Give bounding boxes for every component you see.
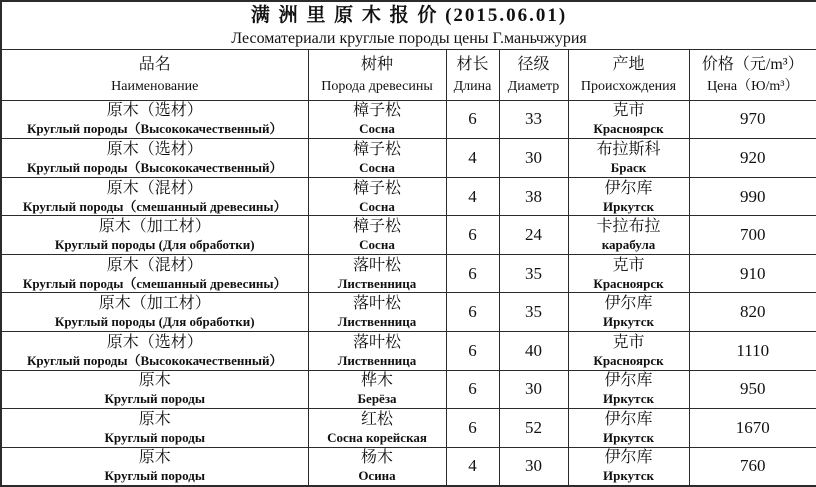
product-name-cell [1,100,308,139]
product-name-ru: Круглый породы [104,430,205,446]
species-cell [308,332,446,371]
product-name-ru: Круглый породы (Для обработки) [54,314,255,330]
table-row [1,332,816,371]
product-name-zh: 原木（选材） [106,333,203,351]
origin-cell [568,293,689,332]
species-zh: 落叶松 [352,256,401,274]
origin-ru: Иркутск [603,198,654,214]
origin-ru: Иркутск [603,468,654,484]
length-value: 6 [446,216,499,255]
column-header-price-zh: 价格（元/m³） [701,56,804,74]
column-header-origin-ru: Происхождения [580,79,677,95]
diameter-value: 30 [499,370,568,409]
product-name-zh: 原木（加工材） [98,218,211,236]
origin-zh: 伊尔库 [604,372,653,390]
species-zh: 落叶松 [352,333,401,351]
product-name-ru: Круглый породы（смешанный древесины） [22,198,287,214]
species-ru: Сосна корейская [327,430,427,446]
column-header-price [689,49,816,100]
species-ru: Сосна [359,237,395,253]
price-value: 1670 [689,409,816,448]
origin-zh: 克市 [612,102,645,120]
page-title: 满 洲 里 原 木 报 价 (2015.06.01) [250,4,568,26]
origin-ru: Красноярск [593,275,664,291]
origin-cell [568,254,689,293]
length-value: 6 [446,332,499,371]
diameter-value: 33 [499,100,568,139]
origin-zh: 伊尔库 [604,449,653,467]
species-cell [308,409,446,448]
length-value: 4 [446,139,499,178]
product-name-ru: Круглый породы [104,468,205,484]
product-name-zh: 原木 [138,411,171,429]
species-ru: Осина [358,468,396,484]
species-zh: 落叶松 [352,295,401,313]
origin-zh: 伊尔库 [604,295,653,313]
product-name-cell [1,370,308,409]
origin-zh: 伊尔库 [604,179,653,197]
column-header-origin-zh: 产地 [612,56,645,74]
product-name-zh: 原木 [138,372,171,390]
column-header-product-zh: 品名 [138,56,171,74]
product-name-zh: 原木 [138,449,171,467]
product-name-ru: Круглый породы（Высококачественный） [27,121,283,137]
price-value: 910 [689,254,816,293]
species-ru: Лиственница [337,275,417,291]
species-cell [308,293,446,332]
table-row [1,409,816,448]
species-cell [308,447,446,486]
origin-cell [568,100,689,139]
length-value: 6 [446,100,499,139]
species-zh: 樟子松 [352,102,401,120]
price-value: 1110 [689,332,816,371]
column-header-row [1,49,816,100]
product-name-cell [1,409,308,448]
product-name-cell [1,139,308,178]
species-zh: 桦木 [360,372,393,390]
product-name-cell [1,447,308,486]
origin-ru: Браск [610,159,647,175]
table-row [1,370,816,409]
price-value: 990 [689,177,816,216]
column-header-product-ru: Наименование [111,79,199,95]
table-row [1,216,816,255]
origin-cell [568,409,689,448]
table-row [1,139,816,178]
origin-ru: Красноярск [593,352,664,368]
column-header-species [308,49,446,100]
column-header-diameter [499,49,568,100]
species-ru: Лиственница [337,352,417,368]
origin-zh: 卡拉布拉 [596,218,661,236]
species-ru: Сосна [359,121,395,137]
column-header-product [1,49,308,100]
diameter-value: 38 [499,177,568,216]
origin-zh: 克市 [612,256,645,274]
length-value: 6 [446,370,499,409]
species-zh: 杨木 [360,449,393,467]
column-header-diameter-ru: Диаметр [507,79,560,95]
origin-cell [568,216,689,255]
origin-zh: 布拉斯科 [596,140,661,158]
product-name-zh: 原木（混材） [106,256,203,274]
origin-cell [568,139,689,178]
species-cell [308,100,446,139]
product-name-zh: 原木（加工材） [98,295,211,313]
origin-cell [568,370,689,409]
product-name-ru: Круглый породы（смешанный древесины） [22,275,287,291]
product-name-zh: 原木（选材） [106,102,203,120]
price-value: 760 [689,447,816,486]
species-ru: Берёза [357,391,397,407]
column-header-species-ru: Порода древесины [321,79,433,95]
origin-cell [568,177,689,216]
origin-cell [568,447,689,486]
price-value: 700 [689,216,816,255]
length-value: 6 [446,254,499,293]
origin-ru: Иркутск [603,314,654,330]
origin-ru: карабула [601,237,656,253]
diameter-value: 35 [499,254,568,293]
diameter-value: 35 [499,293,568,332]
species-zh: 樟子松 [352,218,401,236]
species-zh: 樟子松 [352,140,401,158]
table-row [1,447,816,486]
product-name-ru: Круглый породы [104,391,205,407]
length-value: 6 [446,409,499,448]
species-ru: Сосна [359,198,395,214]
column-header-length-zh: 材长 [456,56,489,74]
title-row [1,1,816,49]
length-value: 4 [446,447,499,486]
species-zh: 红松 [360,411,393,429]
species-ru: Сосна [359,159,395,175]
origin-ru: Иркутск [603,430,654,446]
title-cell [1,1,816,49]
table-row [1,254,816,293]
product-name-ru: Круглый породы (Для обработки) [54,237,255,253]
price-value: 820 [689,293,816,332]
product-name-ru: Круглый породы（Высококачественный） [27,352,283,368]
table-row [1,177,816,216]
species-cell [308,216,446,255]
price-value: 950 [689,370,816,409]
species-cell [308,139,446,178]
species-cell [308,177,446,216]
diameter-value: 30 [499,447,568,486]
product-name-ru: Круглый породы（Высококачественный） [27,159,283,175]
product-name-zh: 原木（选材） [106,140,203,158]
column-header-species-zh: 树种 [360,56,393,74]
product-name-cell [1,216,308,255]
page-subtitle: Лесоматериали круглые породы цены Г.маньчжурия [231,29,587,47]
price-value: 970 [689,100,816,139]
product-name-cell [1,332,308,371]
product-name-cell [1,293,308,332]
price-value: 920 [689,139,816,178]
length-value: 6 [446,293,499,332]
column-header-price-ru: Цена（Ю/m³） [707,79,799,95]
column-header-diameter-zh: 径级 [517,56,550,74]
length-value: 4 [446,177,499,216]
origin-ru: Иркутск [603,391,654,407]
origin-cell [568,332,689,371]
diameter-value: 24 [499,216,568,255]
table-row [1,293,816,332]
product-name-cell [1,177,308,216]
species-ru: Лиственница [337,314,417,330]
column-header-length [446,49,499,100]
species-cell [308,254,446,293]
column-header-length-ru: Длина [453,79,492,95]
origin-zh: 伊尔库 [604,411,653,429]
origin-zh: 克市 [612,333,645,351]
species-zh: 樟子松 [352,179,401,197]
diameter-value: 30 [499,139,568,178]
table-row [1,100,816,139]
species-cell [308,370,446,409]
diameter-value: 40 [499,332,568,371]
origin-ru: Красноярск [593,121,664,137]
product-name-zh: 原木（混材） [106,179,203,197]
diameter-value: 52 [499,409,568,448]
column-header-origin [568,49,689,100]
product-name-cell [1,254,308,293]
